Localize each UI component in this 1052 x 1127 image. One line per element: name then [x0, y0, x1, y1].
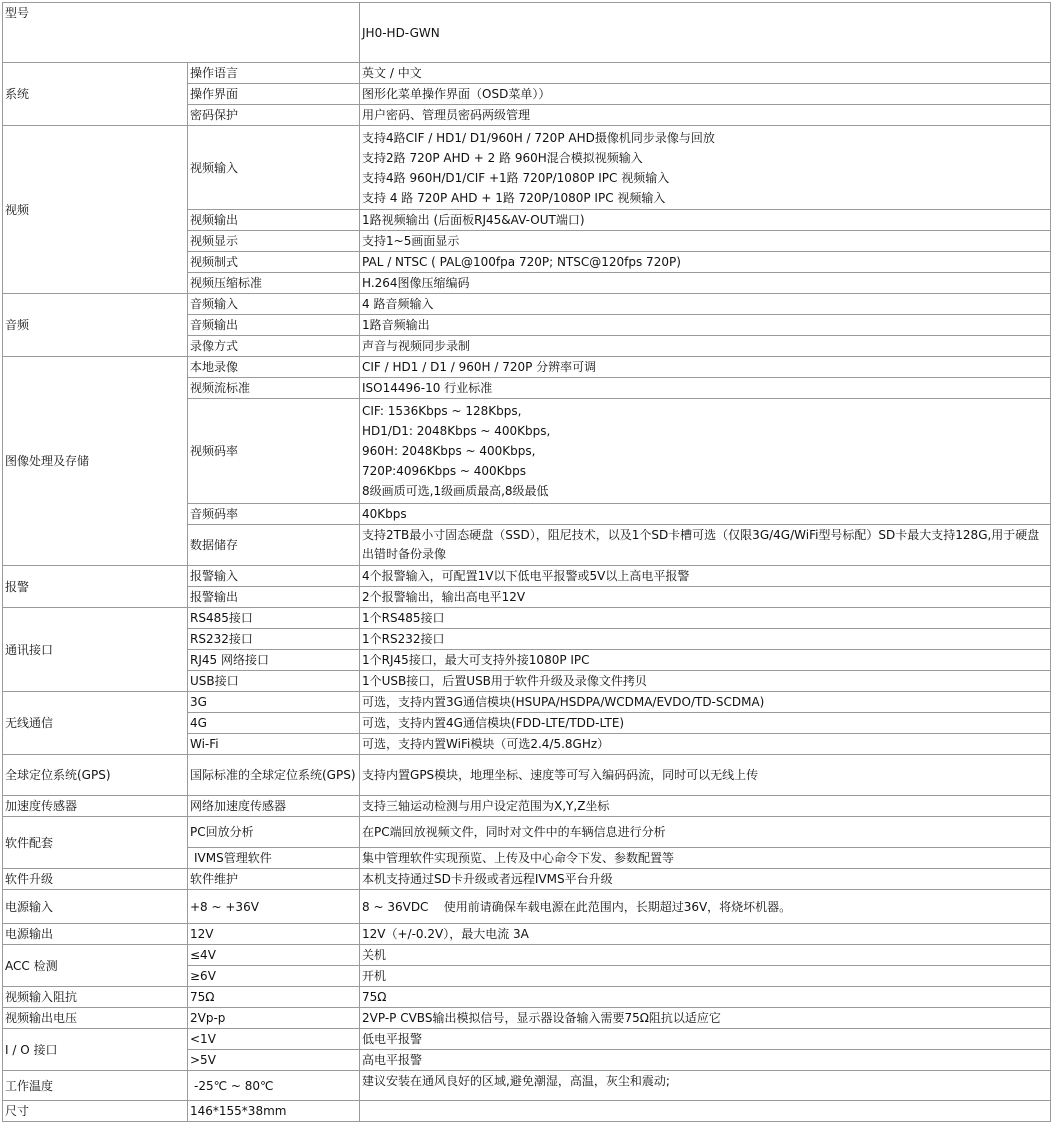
table-row [3, 3, 1051, 63]
row-value: 本机支持通过SD卡升级或者远程IVMS平台升级 [360, 869, 1051, 890]
row-label: ≤4V [188, 945, 360, 966]
bitrate-line: 720P:4096Kbps ~ 400Kbps [362, 464, 527, 478]
table-row [3, 817, 1051, 848]
video-input-line: 支持4路CIF / HD1/ D1/960H / 720P AHD摄像机同步录像与回放 [362, 130, 715, 145]
row-value: 可选，支持内置4G通信模块(FDD-LTE/TDD-LTE) [360, 713, 1051, 734]
section-title: 加速度传感器 [3, 796, 188, 817]
row-value: 可选，支持内置3G通信模块(HSUPA/HSDPA/WCDMA/EVDO/TD-SCDMA) [360, 692, 1051, 713]
row-value: 1个RS232接口 [360, 629, 1051, 650]
row-label: 视频输入 [188, 126, 360, 210]
row-value: PAL / NTSC ( PAL@100fpa 720P; NTSC@120fps 720P) [360, 252, 1051, 273]
row-label: Wi-Fi [188, 734, 360, 755]
model-value: JH0-HD-GWN [360, 3, 1051, 63]
row-label: 本地录像 [188, 357, 360, 378]
row-value: 2个报警输出，输出高电平12V [360, 587, 1051, 608]
section-title: 视频输出电压 [3, 1008, 188, 1029]
row-label: +8 ~ +36V [188, 890, 360, 924]
row-value: 支持内置GPS模块，地理坐标、速度等可写入编码码流，同时可以无线上传 [360, 755, 1051, 796]
table-row [3, 796, 1051, 817]
section-title: 音频 [3, 294, 188, 357]
row-value: 75Ω [360, 987, 1051, 1008]
row-value: 英文 / 中文 [360, 63, 1051, 84]
video-input-line: 支持2路 720P AHD + 2 路 960H混合模拟视频输入 [362, 150, 643, 165]
bitrate-line: CIF: 1536Kbps ~ 128Kbps, [362, 404, 522, 418]
row-value: 1路音频输出 [360, 315, 1051, 336]
row-value: 关机 [360, 945, 1051, 966]
row-label: 音频输出 [188, 315, 360, 336]
section-title: 电源输出 [3, 924, 188, 945]
table-row [3, 1008, 1051, 1029]
row-label: 视频输出 [188, 210, 360, 231]
row-value: 在PC端回放视频文件，同时对文件中的车辆信息进行分析 [360, 817, 1051, 848]
row-label: 视频流标准 [188, 378, 360, 399]
row-label: 视频显示 [188, 231, 360, 252]
row-value: 支持三轴运动检测与用户设定范围为X,Y,Z坐标 [360, 796, 1051, 817]
section-title: 无线通信 [3, 692, 188, 755]
row-value: 40Kbps [360, 504, 1051, 525]
data-storage-text: 支持2TB最小寸固态硬盘（SSD），阻尼技术，以及1个SD卡槽可选（仅限3G/4G/WiFi型号标配）SD卡最大支持128G,用于硬盘出错时备份录像 [362, 528, 1040, 561]
row-label: 密码保护 [188, 105, 360, 126]
row-value: 集中管理软件实现预览、上传及中心命令下发、参数配置等 [360, 848, 1051, 869]
row-value: 用户密码、管理员密码两级管理 [360, 105, 1051, 126]
row-label: -25℃ ~ 80℃ [188, 1071, 360, 1101]
row-value: 建议安装在通风良好的区域,避免潮湿，高温，灰尘和震动; [360, 1071, 1051, 1101]
row-label: 视频制式 [188, 252, 360, 273]
table-row [3, 1029, 1051, 1050]
row-label: USB接口 [188, 671, 360, 692]
row-label: 音频码率 [188, 504, 360, 525]
table-row [3, 566, 1051, 587]
section-title: I / O 接口 [3, 1029, 188, 1071]
row-value: 高电平报警 [360, 1050, 1051, 1071]
bitrate-line: 8级画质可选,1级画质最高,8级最低 [362, 484, 549, 498]
row-value: 1路视频输出 (后面板RJ45&AV-OUT端口) [360, 210, 1051, 231]
row-value: 4 路音频输入 [360, 294, 1051, 315]
row-label: 录像方式 [188, 336, 360, 357]
section-title: 报警 [3, 566, 188, 608]
section-title: 软件升级 [3, 869, 188, 890]
table-row [3, 1101, 1051, 1122]
row-value: 1个RS485接口 [360, 608, 1051, 629]
row-value: CIF / HD1 / D1 / 960H / 720P 分辨率可调 [360, 357, 1051, 378]
video-input-line: 支持4路 960H/D1/CIF +1路 720P/1080P IPC 视频输入 [362, 170, 670, 185]
row-label: 报警输出 [188, 587, 360, 608]
row-value: 1个USB接口，后置USB用于软件升级及录像文件拷贝 [360, 671, 1051, 692]
row-label: <1V [188, 1029, 360, 1050]
row-label: 12V [188, 924, 360, 945]
table-row [3, 294, 1051, 315]
row-label: 报警输入 [188, 566, 360, 587]
section-title: 视频 [3, 126, 188, 294]
table-row [3, 755, 1051, 796]
row-label: IVMS管理软件 [188, 848, 360, 869]
row-value: 支持1~5画面显示 [360, 231, 1051, 252]
table-row [3, 608, 1051, 629]
row-value: 1个RJ45接口，最大可支持外接1080P IPC [360, 650, 1051, 671]
spec-table [2, 2, 1051, 1122]
table-row [3, 126, 1051, 210]
table-row [3, 357, 1051, 378]
row-label: 75Ω [188, 987, 360, 1008]
table-row [3, 692, 1051, 713]
section-title: 电源输入 [3, 890, 188, 924]
gps-label-text: 国际标准的全球定位系统(GPS) [190, 767, 356, 782]
section-title: 视频输入阻抗 [3, 987, 188, 1008]
row-label: RJ45 网络接口 [188, 650, 360, 671]
row-label: 视频码率 [188, 399, 360, 504]
row-label: ≥6V [188, 966, 360, 987]
row-label: PC回放分析 [188, 817, 360, 848]
row-label: 146*155*38mm [188, 1101, 360, 1122]
table-row [3, 890, 1051, 924]
table-row [3, 869, 1051, 890]
row-label: RS485接口 [188, 608, 360, 629]
section-title: 尺寸 [3, 1101, 188, 1122]
row-label: 视频压缩标准 [188, 273, 360, 294]
row-label: 4G [188, 713, 360, 734]
table-row [3, 987, 1051, 1008]
row-value: 8 ~ 36VDC 使用前请确保车载电源在此范围内，长期超过36V，将烧坏机器。 [360, 890, 1051, 924]
section-title: 工作温度 [3, 1071, 188, 1101]
row-label: 数据储存 [188, 525, 360, 566]
row-value: 2VP-P CVBS输出模拟信号，显示器设备输入需要75Ω阻抗以适应它 [360, 1008, 1051, 1029]
table-row [3, 63, 1051, 84]
table-row [3, 945, 1051, 966]
row-value: 声音与视频同步录制 [360, 336, 1051, 357]
table-row [3, 1071, 1051, 1101]
section-title: 图像处理及存储 [3, 357, 188, 566]
row-label: 3G [188, 692, 360, 713]
row-value: ISO14496-10 行业标准 [360, 378, 1051, 399]
row-value [360, 525, 1051, 566]
row-value: 开机 [360, 966, 1051, 987]
row-label: 音频输入 [188, 294, 360, 315]
row-value [360, 399, 1051, 504]
row-value [360, 126, 1051, 210]
row-value: 12V（+/-0.2V），最大电流 3A [360, 924, 1051, 945]
table-row [3, 924, 1051, 945]
bitrate-line: HD1/D1: 2048Kbps ~ 400Kbps, [362, 424, 551, 438]
row-label [188, 755, 360, 796]
bitrate-line: 960H: 2048Kbps ~ 400Kbps, [362, 444, 536, 458]
row-value: 低电平报警 [360, 1029, 1051, 1050]
row-label: RS232接口 [188, 629, 360, 650]
row-label: 软件维护 [188, 869, 360, 890]
row-label: 网络加速度传感器 [188, 796, 360, 817]
row-value [360, 1101, 1051, 1122]
section-title: 软件配套 [3, 817, 188, 869]
row-label: 操作界面 [188, 84, 360, 105]
section-title: 系统 [3, 63, 188, 126]
row-value: H.264图像压缩编码 [360, 273, 1051, 294]
row-value: 图形化菜单操作界面（OSD菜单）） [360, 84, 1051, 105]
section-title: ACC 检测 [3, 945, 188, 987]
row-label: 操作语言 [188, 63, 360, 84]
row-value: 4个报警输入，可配置1V以下低电平报警或5V以上高电平报警 [360, 566, 1051, 587]
section-title: 全球定位系统(GPS) [3, 755, 188, 796]
section-title: 通讯接口 [3, 608, 188, 692]
row-label: >5V [188, 1050, 360, 1071]
video-input-line: 支持 4 路 720P AHD + 1路 720P/1080P IPC 视频输入 [362, 190, 666, 205]
row-value: 可选，支持内置WiFi模块（可选2.4/5.8GHz） [360, 734, 1051, 755]
model-label: 型号 [3, 3, 360, 63]
row-label: 2Vp-p [188, 1008, 360, 1029]
